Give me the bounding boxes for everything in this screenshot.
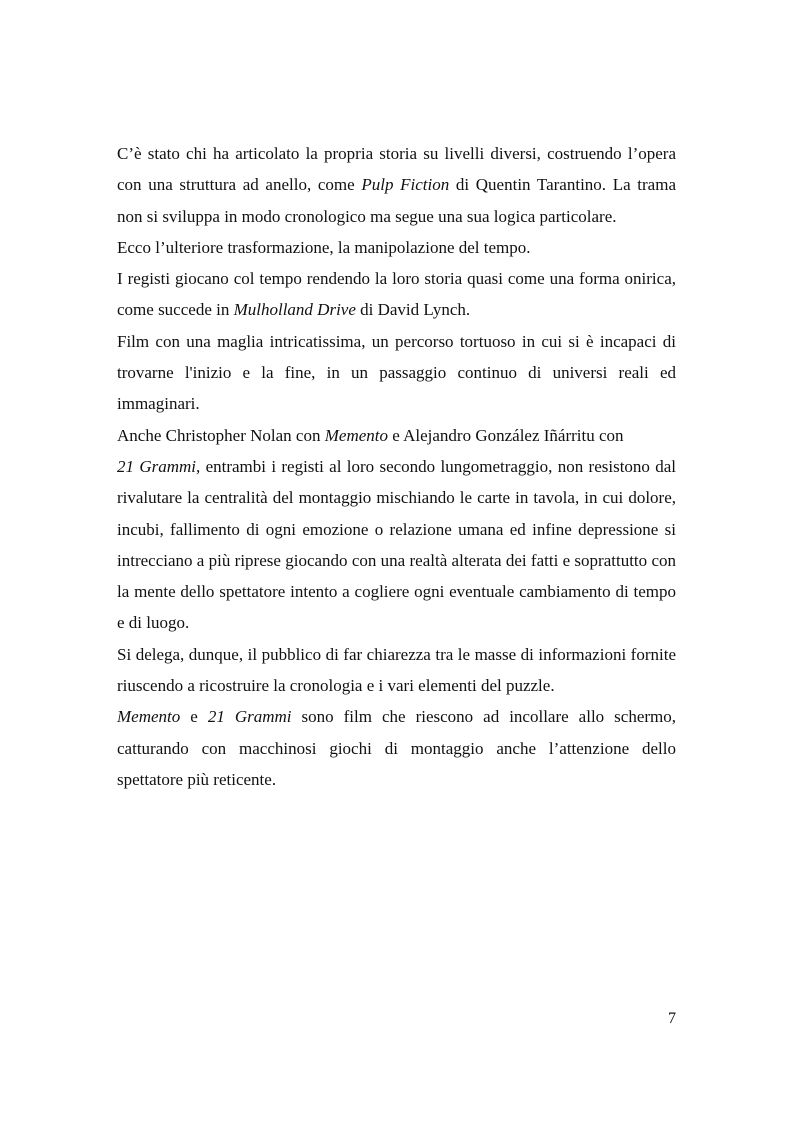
- paragraph-text: di Quentin Tarantino. La trama non si sviluppa in modo cronologico ma segue una sua logica particolare.: [117, 175, 676, 226]
- film-title-pulp-fiction: Pulp Fiction: [361, 175, 450, 195]
- paragraph-intricate: Film con una maglia intricatissima, un percorso tortuoso in cui si è incapaci di trovarne l'inizio e la fine, in un passaggio continuo di universi reali ed immaginari.: [117, 331, 676, 414]
- film-title-memento: Memento: [324, 425, 388, 445]
- page-number: 7: [668, 1010, 676, 1027]
- paragraph-text: e Alejandro González Iñárritu con: [388, 425, 624, 445]
- paragraph-21-grammi: [117, 451, 676, 639]
- paragraph-text: C’è stato chi ha articolato la propria storia su livelli diversi, costruendo l’opera con una struttura ad anello, come: [117, 144, 676, 195]
- film-title-mulholland-drive: Mulholland Drive: [233, 300, 356, 320]
- paragraph-text: sono film che riescono ad incollare allo schermo, catturando con macchinosi giochi di montaggio anche l’attenzione dello spettatore più reticente.: [117, 707, 677, 789]
- paragraph-nolan-inarritu: [117, 420, 676, 451]
- paragraph-pulp-fiction: [117, 138, 676, 232]
- paragraph-text: e: [180, 707, 208, 727]
- paragraph-text: I registi giocano col tempo rendendo la loro storia quasi come una forma onirica, come succede in: [117, 269, 676, 320]
- paragraph-mulholland: [117, 263, 676, 326]
- film-title-memento: Memento: [117, 707, 181, 727]
- paragraph-manipulation: Ecco l’ulteriore trasformazione, la manipolazione del tempo.: [117, 237, 531, 257]
- paragraph-text: di David Lynch.: [355, 300, 471, 320]
- body-text: [117, 138, 676, 795]
- paragraph-text: Anche Christopher Nolan con: [117, 425, 325, 445]
- film-title-21-grammi: 21 Grammi: [207, 707, 292, 727]
- paragraph-conclusion: [117, 701, 676, 795]
- film-title-21-grammi: 21 Grammi,: [117, 456, 201, 476]
- paragraph-text: entrambi i registi al loro secondo lungometraggio, non resistono dal rivalutare la centralità del montaggio mischiando le carte in tavola, in cui dolore, incubi, fallimento di ogni emozione o relazione umana ed infine depressione si intrecciano a più riprese giocando con una realtà alterata dei fatti e soprattutto con la mente dello spettatore intento a cogliere ogni eventuale cambiamento di tempo e di luogo.: [117, 456, 677, 633]
- paragraph-audience: Si delega, dunque, il pubblico di far chiarezza tra le masse di informazioni fornite riuscendo a ricostruire la cronologia e i vari elementi del puzzle.: [117, 644, 676, 696]
